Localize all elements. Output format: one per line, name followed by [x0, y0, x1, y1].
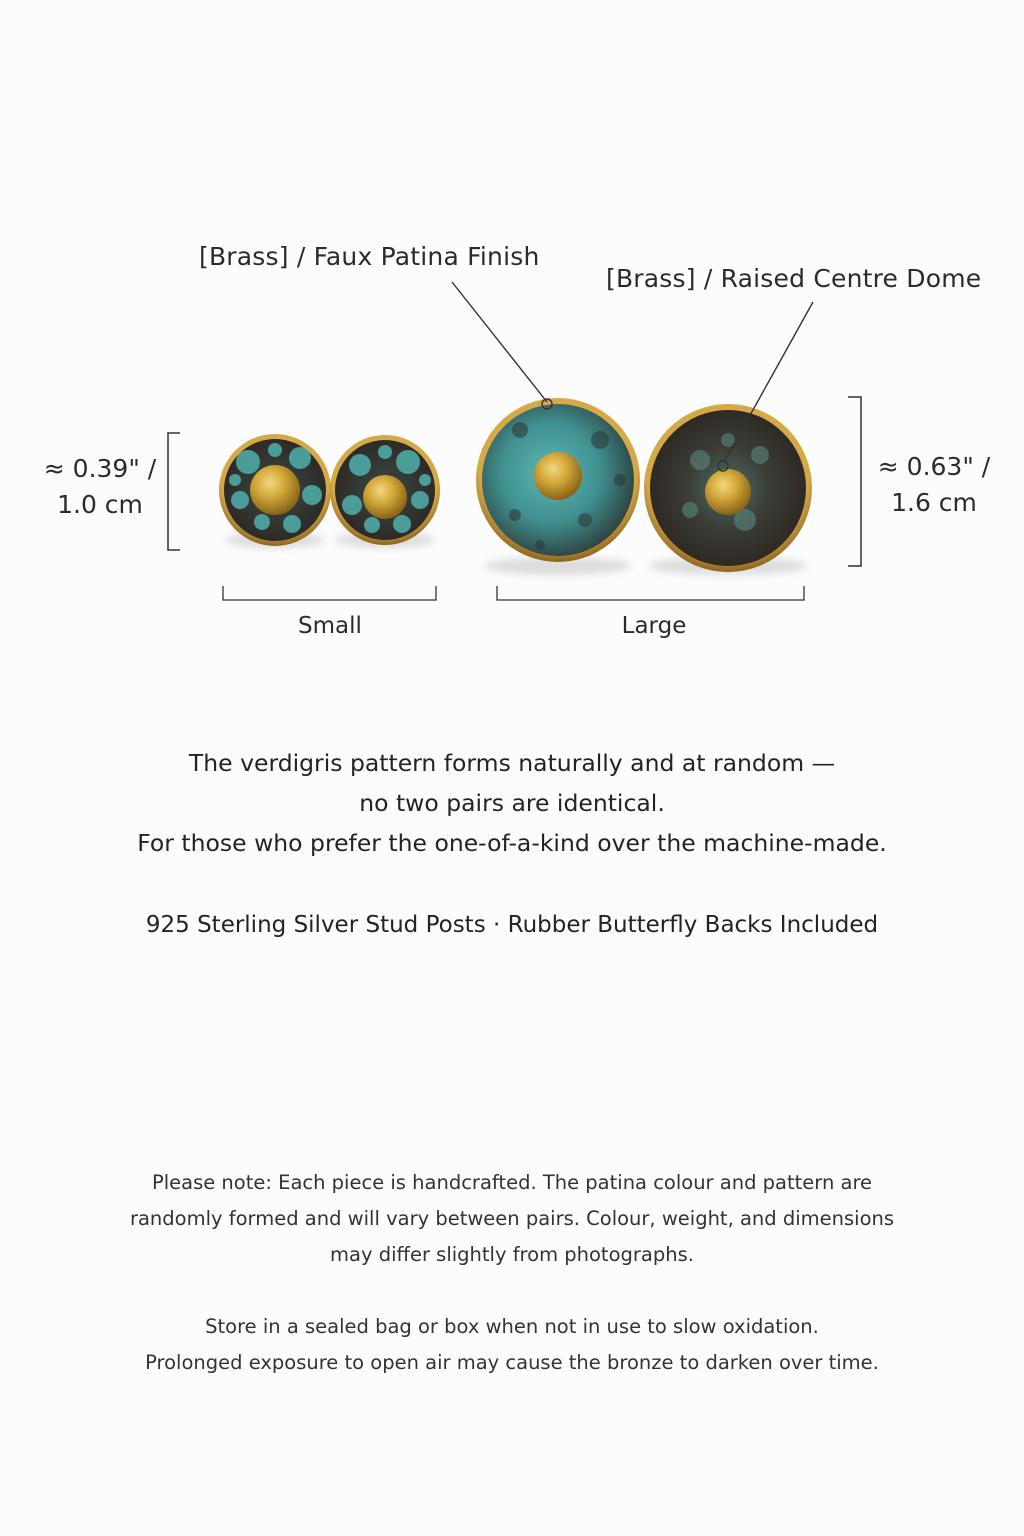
earrings-illustration [0, 0, 1024, 700]
handcrafted-note [0, 1165, 1024, 1273]
patina-leader-line [452, 282, 547, 402]
small-dimension-cm: 1.0 cm [57, 490, 143, 519]
large-dimension-inches: ≈ 0.63" / [877, 452, 991, 481]
note-line-1: Please note: Each piece is handcrafted. The patina colour and pattern are [151, 1171, 873, 1194]
dome-callout-label: [Brass] / Raised Centre Dome [606, 264, 982, 293]
storage-note [0, 1309, 1024, 1381]
note-line-4: Store in a sealed bag or box when not in use to slow oxidation. [205, 1315, 819, 1338]
patina-callout-label: [Brass] / Faux Patina Finish [199, 242, 540, 271]
description-line-2: no two pairs are identical. [359, 789, 665, 817]
small-earring-left [219, 434, 331, 546]
note-line-2: randomly formed and will vary between pairs. Colour, weight, and dimensions [129, 1207, 895, 1230]
small-group-bracket [223, 586, 436, 600]
specs-line: 925 Sterling Silver Stud Posts · Rubber Butterfly Backs Included [145, 912, 879, 938]
large-dimension-cm: 1.6 cm [891, 488, 977, 517]
small-earring-right [330, 435, 440, 545]
description-line-1: The verdigris pattern forms naturally and at random — [188, 749, 836, 777]
small-dimension-inches: ≈ 0.39" / [43, 454, 157, 483]
small-height-bracket [168, 433, 180, 550]
small-dimension-label [36, 451, 164, 523]
large-height-bracket [848, 397, 861, 566]
description-block [0, 743, 1024, 863]
large-earring-left [476, 398, 640, 562]
size-label-large: Large [621, 613, 687, 639]
size-label-small: Small [298, 613, 362, 639]
large-group-bracket [497, 586, 804, 600]
large-earring-right [644, 404, 812, 572]
note-line-3: may differ slightly from photographs. [330, 1243, 694, 1266]
description-line-3: For those who prefer the one-of-a-kind over the machine-made. [137, 829, 887, 857]
note-line-5: Prolonged exposure to open air may cause the bronze to darken over time. [145, 1351, 879, 1374]
large-dimension-label [870, 449, 998, 521]
